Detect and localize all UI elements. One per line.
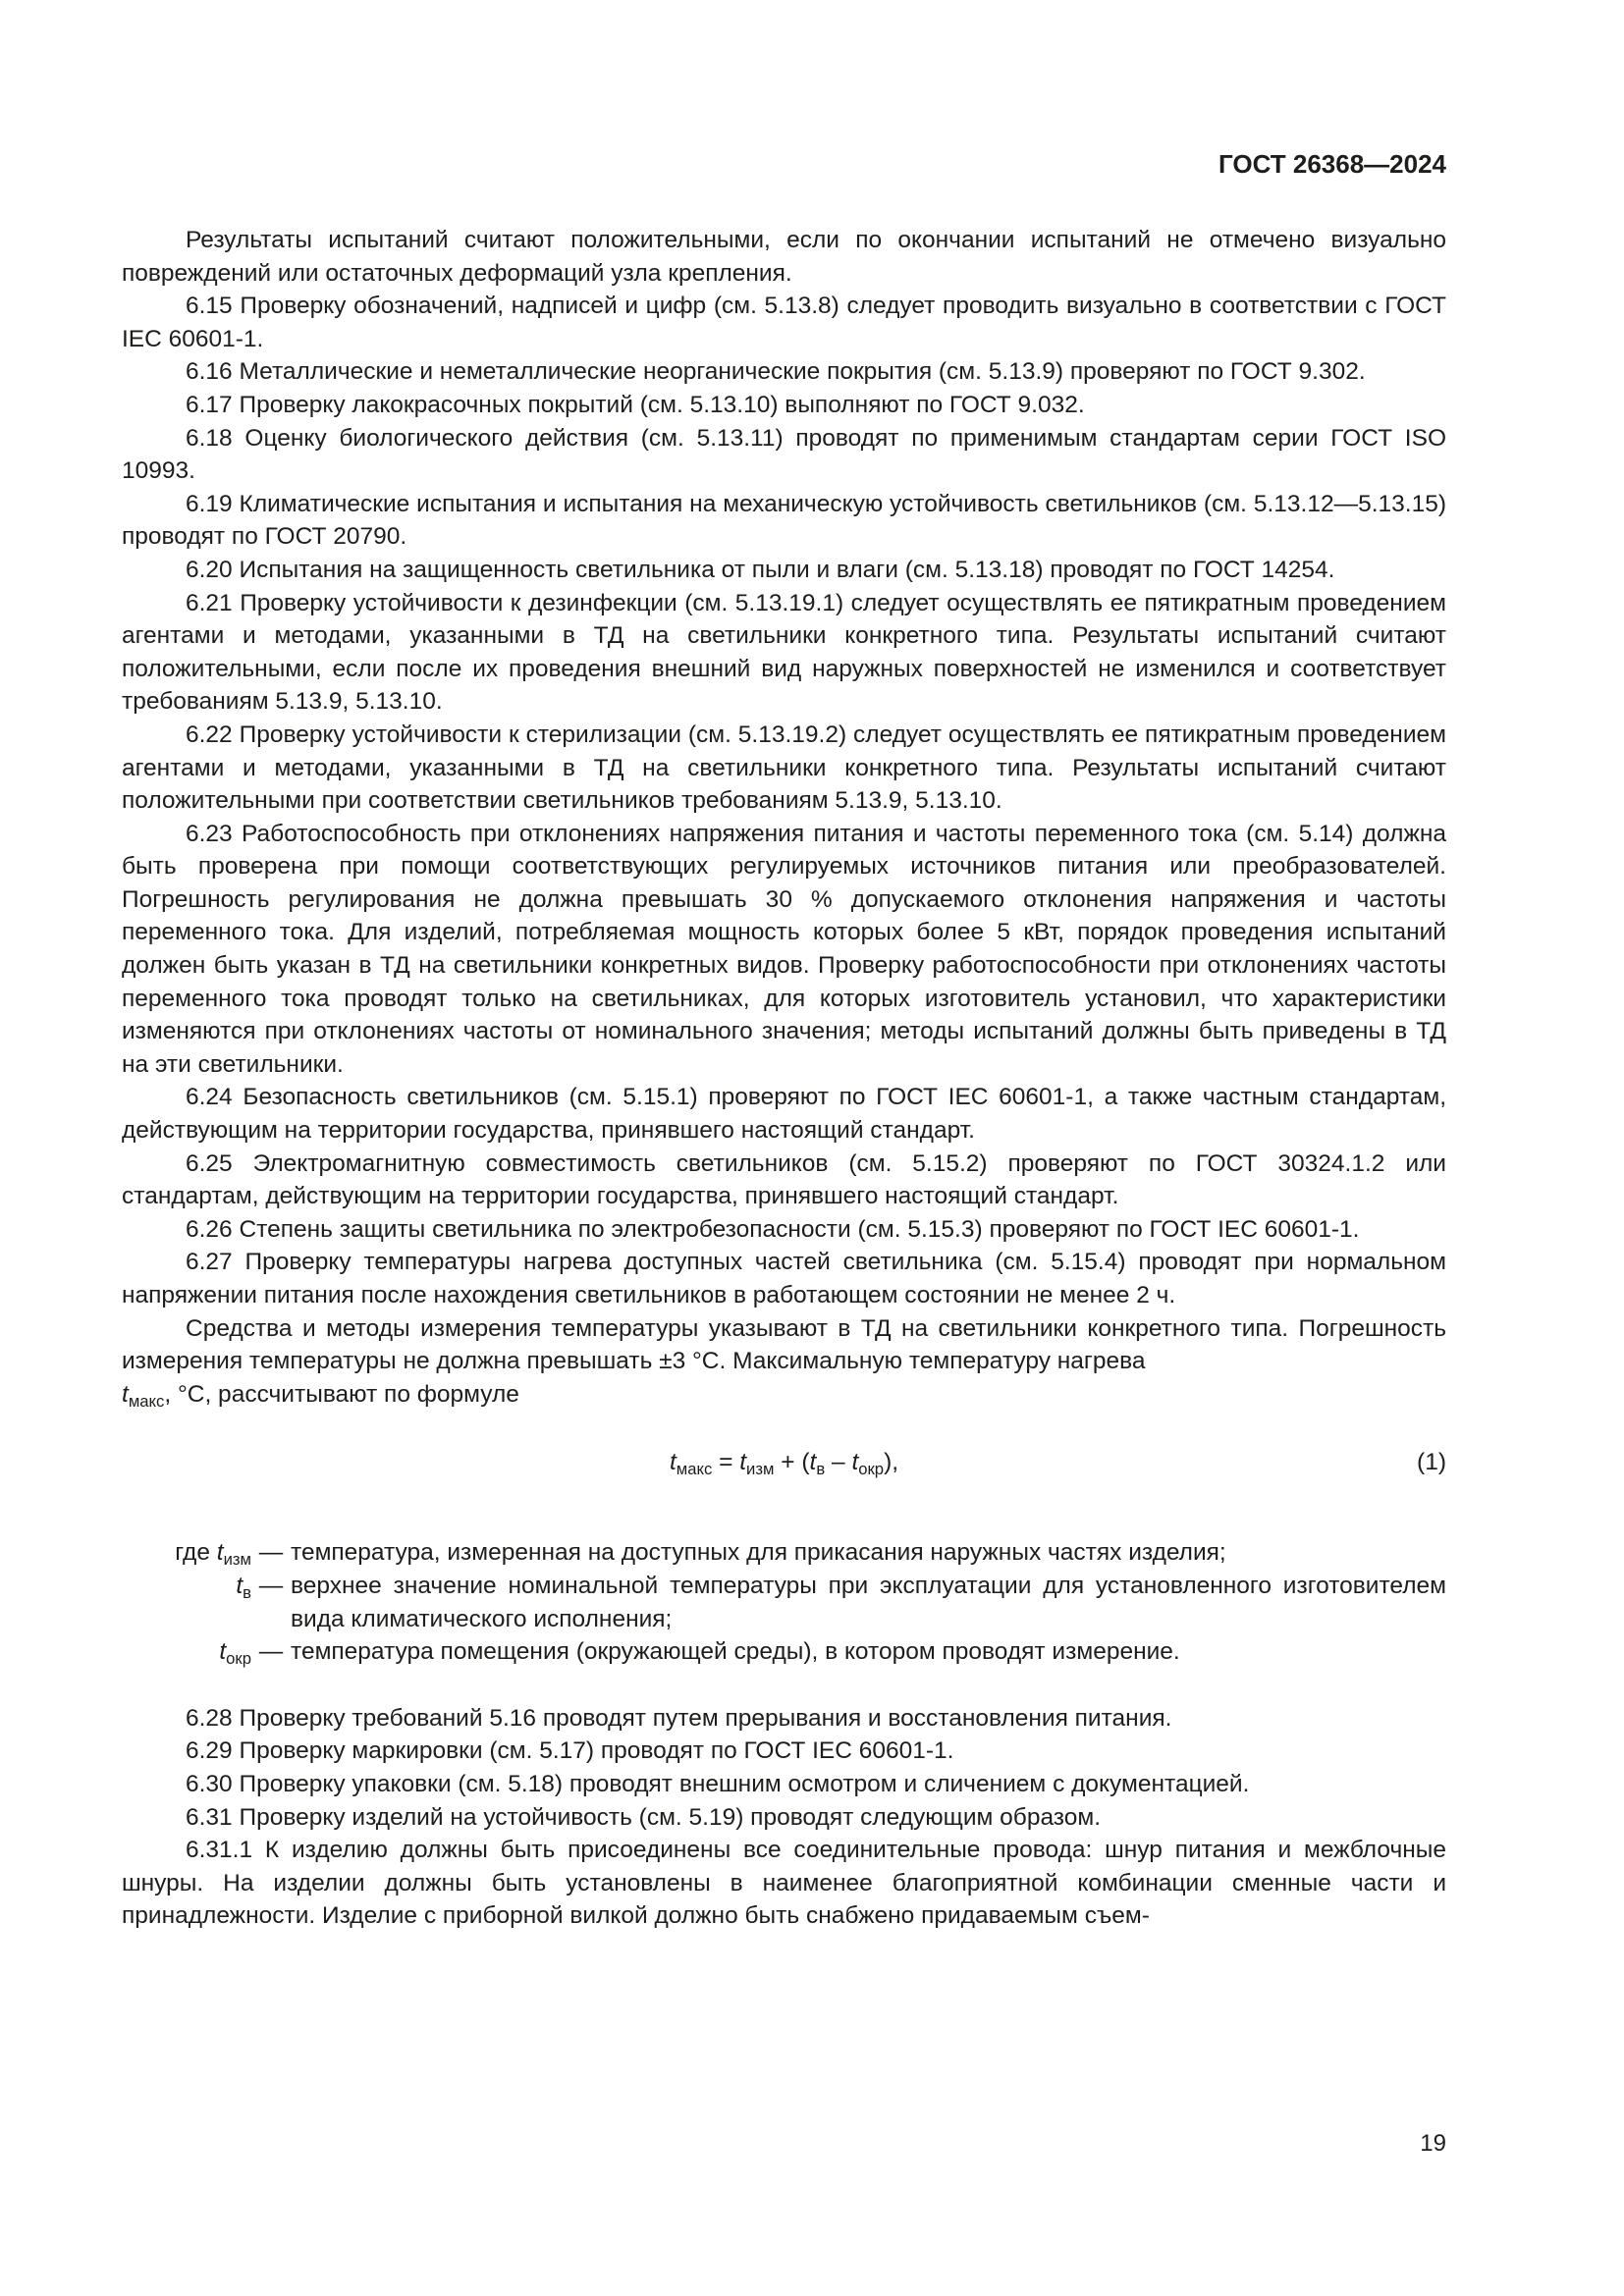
where-prefix: где [175, 1539, 210, 1567]
formula-sub: в [816, 1460, 826, 1479]
paragraph: 6.29 Проверку маркировки (см. 5.17) проводят по ГОСТ IEC 60601-1. [186, 1737, 954, 1765]
paragraph: 6.31.1 К изделию должны быть присоединены все соединительные провода: шнур питания и межблочные шнуры. На изделии должны быть установлены в наименее благоприятной комбинации сменные части и принадлежности. Изделие с приборной вилкой должно быть снабжено придаваемым съем- [122, 1837, 1446, 1930]
paragraph: 6.15 Проверку обозначений, надписей и цифр (см. 5.13.8) следует проводить визуально в соответствии с ГОСТ IEC 60601-1. [122, 293, 1446, 352]
where-sub: в [243, 1582, 251, 1602]
formula-intro-sub: макс [128, 1391, 165, 1411]
where-item [122, 1536, 1446, 1570]
formula-intro-var: t [122, 1380, 129, 1408]
formula-var: t [669, 1449, 677, 1476]
paragraph: 6.30 Проверку упаковки (см. 5.18) проводят внешним осмотром и сличением с документацией. [186, 1770, 1250, 1797]
where-item [122, 1635, 1446, 1669]
paragraph: 6.19 Климатические испытания и испытания на механическую устойчивость светильников (см. 5.13.12—5.13.15) проводят по ГОСТ 20790. [122, 490, 1446, 551]
formula-operator: + ( [774, 1449, 810, 1476]
paragraph: 6.16 Металлические и неметаллические неорганические покрытия (см. 5.13.9) проверяют по ГОСТ 9.302. [186, 358, 1366, 386]
paragraph: 6.23 Работоспособность при отклонениях напряжения питания и частоты переменного тока (см. 5.14) должна быть проверена при помощи соответствующих регулируемых источников питания или преобразователей. Погрешность регулирования не должна превышать 30 % допускаемого отклонения напряжения и частоты переменного тока. Для изделий, потребляемая мощность которых более 5 кВт, порядок проведения испытаний должен быть указан в ТД на светильники конкретных видов. Проверку работоспособности при отклонениях частоты переменного тока проводят только на светильниках, для которых изготовитель установил, что характеристики изменяются при отклонениях частоты от номинального значения; методы испытаний должны быть приведены в ТД на эти светильники. [122, 820, 1446, 1078]
paragraph: 6.21 Проверку устойчивости к дезинфекции (см. 5.13.19.1) следует осуществлять ее пятикратным проведением агентами и методами, указанными в ТД на светильники конкретного типа. Результаты испытаний считают положительными, если после их проведения внешний вид наружных поверхностей не изменился и соответствует требованиям 5.13.9, 5.13.10. [122, 589, 1446, 716]
formula-sub: изм [746, 1460, 775, 1479]
formula-operator: – [825, 1449, 852, 1476]
paragraph: Результаты испытаний считают положительными, если по окончании испытаний не отмечено визуально повреждений или остаточных деформаций узла крепления. [122, 227, 1446, 287]
paragraph: 6.17 Проверку лакокрасочных покрытий (см. 5.13.10) выполняют по ГОСТ 9.032. [186, 391, 1085, 418]
formula-sub: окр [858, 1460, 885, 1479]
paragraph: Средства и методы измерения температуры указывают в ТД на светильники конкретного типа. Погрешность измерения температуры не должна превышать ±3 °С. Максимальную температуру нагрева [122, 1314, 1446, 1375]
where-sub: изм [223, 1550, 251, 1570]
where-item [122, 1570, 1446, 1635]
paragraph: 6.18 Оценку биологического действия (см. 5.13.11) проводят по применимым стандартам серии ГОСТ ISO 10993. [122, 424, 1446, 485]
paragraph: 6.31 Проверку изделий на устойчивость (см. 5.19) проводят следующим образом. [186, 1803, 1102, 1831]
where-var: t [216, 1539, 224, 1567]
formula-var: t [739, 1449, 747, 1476]
formula-block [122, 1446, 1446, 1479]
where-list [122, 1536, 1446, 1668]
formula-sub: макс [676, 1460, 713, 1479]
where-dash: — [258, 1539, 284, 1567]
where-dash: — [258, 1572, 284, 1599]
where-term [122, 1570, 251, 1635]
where-term [122, 1635, 251, 1669]
formula-var: t [851, 1449, 859, 1476]
document-header: ГОСТ 26368—2024 [1218, 149, 1446, 179]
formula [122, 1446, 1446, 1479]
where-definition: верхнее значение номинальной температуры при эксплуатации для установленного изготовителем вида климатического исполнения; [291, 1572, 1446, 1632]
where-term [122, 1536, 251, 1570]
formula-intro-text: , °С, рассчитывают по формуле [164, 1380, 519, 1408]
formula-intro [122, 1378, 1446, 1412]
page-number: 19 [1420, 2130, 1446, 2157]
paragraph: 6.28 Проверку требований 5.16 проводят путем прерывания и восстановления питания. [186, 1704, 1172, 1732]
paragraph: 6.26 Степень защиты светильника по электробезопасности (см. 5.15.3) проверяют по ГОСТ IEC 60601-1. [186, 1215, 1360, 1243]
paragraph: 6.25 Электромагнитную совместимость светильников (см. 5.15.2) проверяют по ГОСТ 30324.1.2 или стандартам, действующим на территории государства, принявшего настоящий стандарт. [122, 1149, 1446, 1210]
where-dash: — [258, 1638, 284, 1666]
paragraph: 6.20 Испытания на защищенность светильника от пыли и влаги (см. 5.13.18) проводят по ГОСТ 14254. [186, 556, 1335, 583]
formula-operator: ), [884, 1449, 899, 1476]
where-definition: температура, измеренная на доступных для прикасания наружных частях изделия; [291, 1539, 1226, 1567]
where-var: t [236, 1572, 244, 1599]
formula-var: t [809, 1449, 817, 1476]
where-var: t [219, 1638, 227, 1666]
paragraph: 6.22 Проверку устойчивости к стерилизации (см. 5.13.19.2) следует осуществлять ее пятикратным проведением агентами и методами, указанными в ТД на светильники конкретного типа. Результаты испытаний считают положительными при соответствии светильников требованиям 5.13.9, 5.13.10. [122, 721, 1446, 815]
paragraph: 6.27 Проверку температуры нагрева доступных частей светильника (см. 5.15.4) проводят при нормальном напряжении питания после нахождения светильников в работающем состоянии не менее 2 ч. [122, 1249, 1446, 1308]
where-definition: температура помещения (окружающей среды), в котором проводят измерение. [291, 1638, 1180, 1666]
paragraph: 6.24 Безопасность светильников (см. 5.15.1) проверяют по ГОСТ IEC 60601-1, а также частным стандартам, действующим на территории государства, принявшего настоящий стандарт. [122, 1084, 1446, 1145]
document-body [122, 224, 1446, 1933]
where-sub: окр [226, 1649, 251, 1669]
formula-operator: = [712, 1449, 740, 1476]
formula-number: (1) [1417, 1449, 1446, 1476]
